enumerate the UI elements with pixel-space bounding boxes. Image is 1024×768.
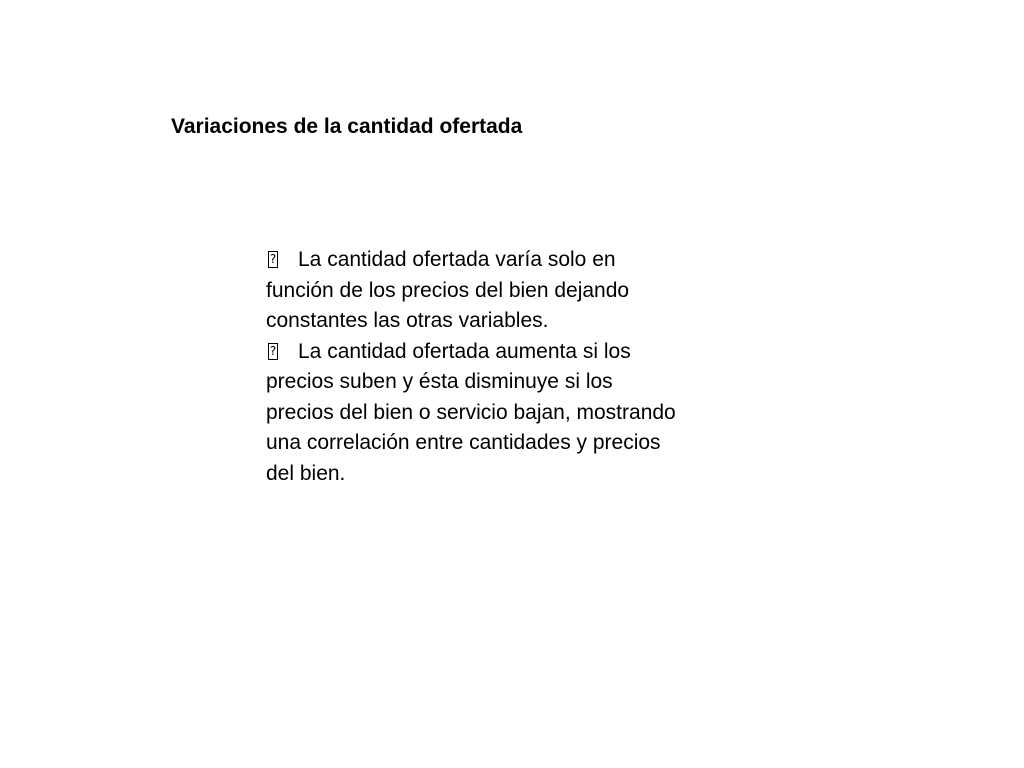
bullet-list bbox=[266, 245, 686, 489]
bullet-text-1: La cantidad ofertada varía solo en función de los precios del bien dejando constantes las otras variables. bbox=[266, 248, 630, 332]
unknown-glyph-box-icon bbox=[268, 251, 278, 268]
bullet-item-2 bbox=[266, 337, 686, 490]
unknown-glyph-box-icon bbox=[268, 343, 278, 360]
slide-title: Variaciones de la cantidad ofertada bbox=[171, 115, 523, 138]
bullet-text-2: La cantidad ofertada aumenta si los precios suben y ésta disminuye si los precios del bien o servicio bajan, mostrando una correlación entre cantidades y precios del bien. bbox=[266, 339, 676, 485]
bullet-item-1 bbox=[266, 245, 686, 337]
